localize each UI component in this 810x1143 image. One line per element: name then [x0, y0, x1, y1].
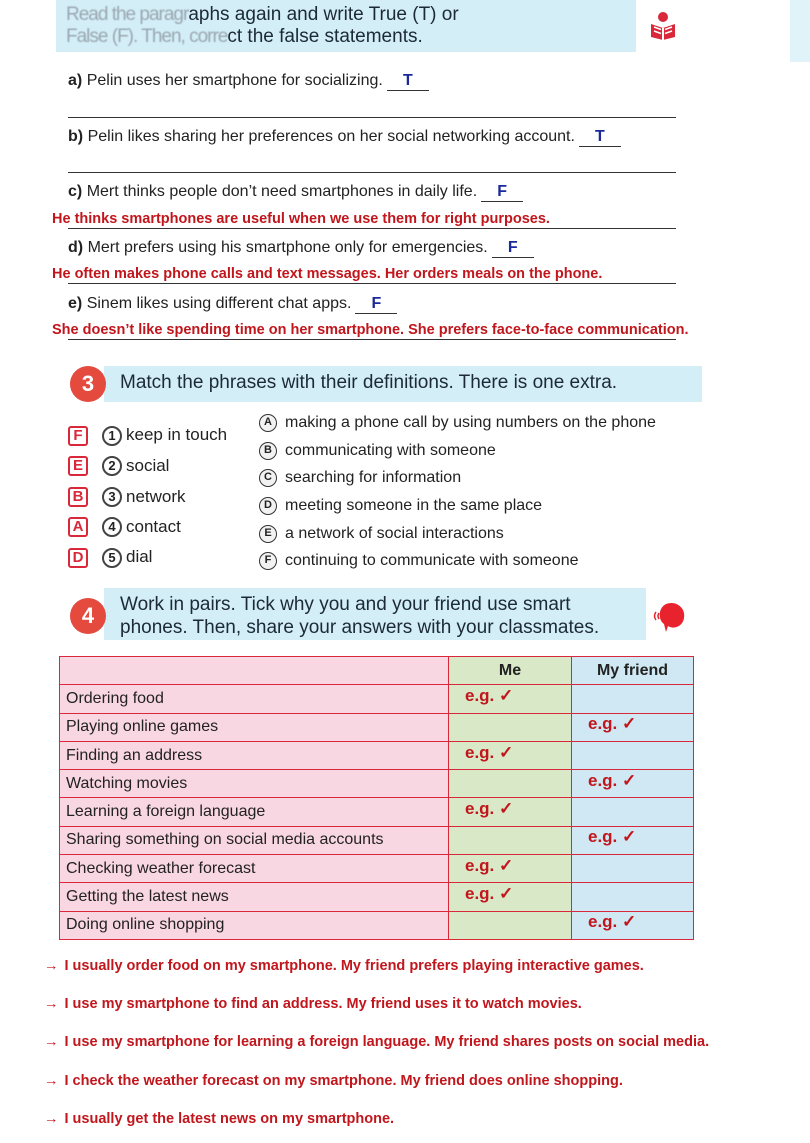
arrow-icon: → — [44, 996, 59, 1012]
activity-cell: Ordering food — [60, 685, 449, 713]
correction-c: He thinks smartphones are useful when we use them for right purposes. — [52, 211, 550, 227]
table-row — [60, 798, 694, 826]
tf-item-d: d) Mert prefers using his smartphone only for emergencies. F — [68, 239, 534, 258]
tf-answer-c[interactable]: F — [481, 183, 523, 202]
tf-answer-d[interactable]: F — [492, 239, 534, 258]
me-cell[interactable] — [449, 883, 572, 911]
definition-letter-e: E — [259, 525, 277, 543]
me-tick: e.g. ✓ — [465, 855, 514, 875]
tf-item-b: b) Pelin likes sharing her preferences on her social networking account. T — [68, 128, 621, 147]
table-row — [60, 685, 694, 713]
correction-e: She doesn’t like spending time on her smartphone. She prefers face-to-face communication. — [52, 322, 689, 338]
definition-letter-f: F — [259, 552, 277, 570]
me-tick: e.g. ✓ — [465, 742, 514, 762]
match-answer-4[interactable]: A — [68, 517, 88, 537]
table-row — [60, 826, 694, 854]
phrase-4: contact — [126, 517, 181, 536]
definition-letter-c: C — [259, 469, 277, 487]
correction-line-d[interactable] — [68, 283, 676, 284]
tf-answer-a[interactable]: T — [387, 72, 429, 91]
me-cell[interactable] — [449, 770, 572, 798]
answer-line-2: → I use my smartphone to find an address. My friend uses it to watch movies. — [44, 996, 582, 1012]
match-answer-2[interactable]: E — [68, 456, 88, 476]
me-cell[interactable] — [449, 798, 572, 826]
table-row — [60, 741, 694, 769]
activity-cell: Sharing something on social media accounts — [60, 826, 449, 854]
table-row — [60, 911, 694, 939]
activity-cell: Learning a foreign language — [60, 798, 449, 826]
me-cell[interactable] — [449, 741, 572, 769]
phrase-5: dial — [126, 547, 153, 566]
section-4-banner — [104, 588, 646, 640]
phrase-number-3: 3 — [102, 487, 122, 507]
definition-letter-b: B — [259, 442, 277, 460]
answer-line-4: → I check the weather forecast on my smartphone. My friend does online shopping. — [44, 1073, 623, 1089]
definition-c: searching for information — [285, 469, 462, 486]
activity-cell: Getting the latest news — [60, 883, 449, 911]
friend-cell[interactable] — [572, 855, 694, 883]
definition-a: making a phone call by using numbers on the phone — [285, 414, 656, 431]
phrase-2: social — [126, 456, 170, 475]
activity-cell: Watching movies — [60, 770, 449, 798]
table-row — [60, 713, 694, 741]
definition-b: communicating with someone — [285, 442, 496, 459]
friend-cell[interactable] — [572, 713, 694, 741]
phrase-number-5: 5 — [102, 548, 122, 568]
phrase-number-2: 2 — [102, 456, 122, 476]
correction-line-b[interactable] — [68, 172, 676, 173]
me-cell[interactable] — [449, 713, 572, 741]
definition-letter-a: A — [259, 414, 277, 432]
friend-cell[interactable] — [572, 685, 694, 713]
table-row — [60, 770, 694, 798]
me-cell[interactable] — [449, 911, 572, 939]
definition-d: meeting someone in the same place — [285, 497, 543, 514]
me-tick: e.g. ✓ — [465, 685, 514, 705]
phrase-number-4: 4 — [102, 517, 122, 537]
friend-cell[interactable] — [572, 883, 694, 911]
reader-icon — [648, 10, 678, 40]
usage-table — [59, 656, 694, 940]
section-4-instruction-line-1: Work in pairs. Tick why you and your friend use smart — [120, 594, 571, 615]
correction-line-a[interactable] — [68, 117, 676, 118]
friend-tick: e.g. ✓ — [588, 912, 637, 932]
arrow-icon: → — [44, 1073, 59, 1089]
speaking-icon — [652, 598, 688, 634]
definition-f: continuing to communicate with someone — [285, 552, 579, 569]
answer-line-5: → I usually get the latest news on my smartphone. — [44, 1111, 395, 1127]
friend-cell[interactable] — [572, 911, 694, 939]
instruction-banner — [56, 0, 636, 52]
friend-tick: e.g. ✓ — [588, 770, 637, 790]
section-4-instruction-line-2: phones. Then, share your answers with your classmates. — [120, 617, 600, 638]
arrow-icon: → — [44, 1034, 59, 1050]
table-row — [60, 883, 694, 911]
instruction-line-2: False (F). Then, correct the false statements. — [66, 26, 423, 47]
definition-e: a network of social interactions — [285, 525, 504, 542]
phrase-number-1: 1 — [102, 426, 122, 446]
me-cell[interactable] — [449, 855, 572, 883]
correction-line-c[interactable] — [68, 228, 676, 229]
me-cell[interactable] — [449, 826, 572, 854]
phrase-3: network — [126, 487, 186, 506]
me-tick: e.g. ✓ — [465, 799, 514, 819]
section-4-number: 4 — [70, 598, 106, 634]
tf-answer-b[interactable]: T — [579, 128, 621, 147]
answer-line-1: → I usually order food on my smartphone. My friend prefers playing interactive games. — [44, 958, 644, 974]
friend-cell[interactable] — [572, 798, 694, 826]
page-edge-strip — [790, 0, 810, 62]
tf-item-a: a) Pelin uses her smartphone for socializing. T — [68, 72, 429, 91]
friend-tick: e.g. ✓ — [588, 827, 637, 847]
section-3-number: 3 — [70, 366, 106, 402]
match-answer-5[interactable]: D — [68, 548, 88, 568]
header-my-friend: My friend — [572, 657, 694, 685]
friend-tick: e.g. ✓ — [588, 714, 637, 734]
match-answer-1[interactable]: F — [68, 426, 88, 446]
activity-cell: Finding an address — [60, 741, 449, 769]
activity-cell: Playing online games — [60, 713, 449, 741]
table-header-row — [60, 657, 694, 685]
tf-item-c: c) Mert thinks people don’t need smartphones in daily life. F — [68, 183, 523, 202]
activity-cell: Doing online shopping — [60, 911, 449, 939]
me-tick: e.g. ✓ — [465, 884, 514, 904]
tf-item-e: e) Sinem likes using different chat apps. F — [68, 295, 397, 314]
friend-cell[interactable] — [572, 826, 694, 854]
me-cell[interactable] — [449, 685, 572, 713]
header-activity — [60, 657, 449, 685]
instruction-line-1: Read the paragraphs again and write True (T) or — [66, 4, 459, 25]
activity-cell: Checking weather forecast — [60, 855, 449, 883]
match-answer-3[interactable]: B — [68, 487, 88, 507]
definition-letter-d: D — [259, 497, 277, 515]
answer-line-3: → I use my smartphone for learning a foreign language. My friend shares posts on social media. — [44, 1034, 710, 1050]
header-me: Me — [449, 657, 572, 685]
section-3-instruction: Match the phrases with their definitions. There is one extra. — [120, 372, 618, 393]
table-row — [60, 855, 694, 883]
arrow-icon: → — [44, 1111, 59, 1127]
section-3-banner — [104, 366, 702, 402]
correction-line-e[interactable] — [68, 339, 676, 340]
arrow-icon: → — [44, 958, 59, 974]
tf-answer-e[interactable]: F — [355, 295, 397, 314]
correction-d: He often makes phone calls and text messages. Her orders meals on the phone. — [52, 266, 603, 282]
phrase-1: keep in touch — [126, 425, 228, 444]
friend-cell[interactable] — [572, 770, 694, 798]
friend-cell[interactable] — [572, 741, 694, 769]
